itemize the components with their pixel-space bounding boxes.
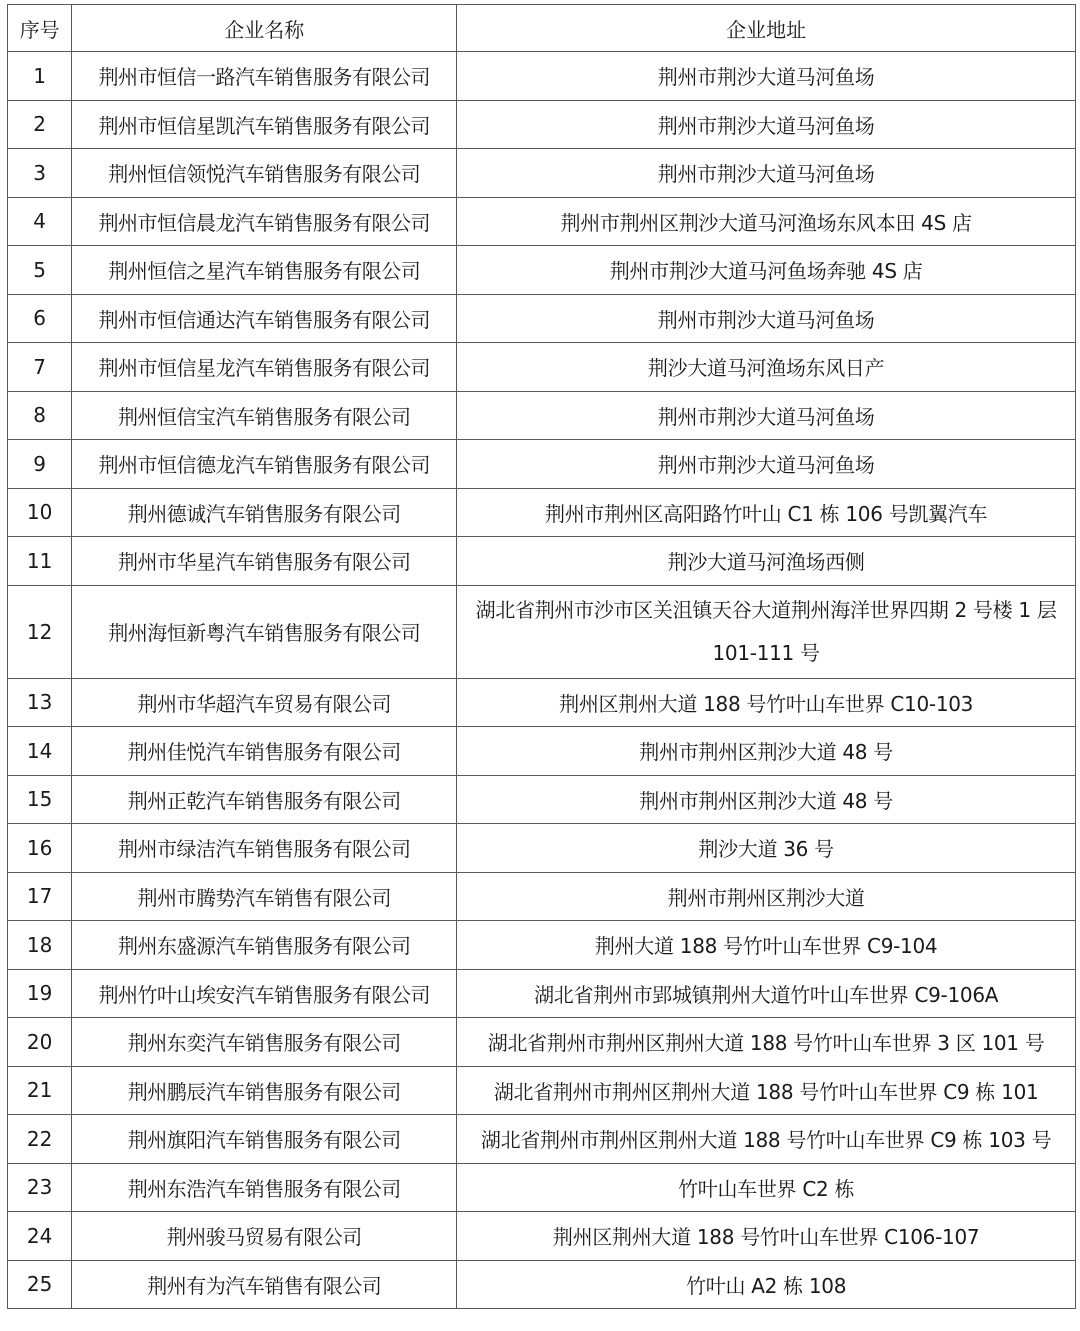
company-name: 荆州市绿洁汽车销售服务有限公司 <box>72 824 457 873</box>
company-address: 荆沙大道马河渔场东风日产 <box>457 343 1076 392</box>
company-name: 荆州佳悦汽车销售服务有限公司 <box>72 727 457 776</box>
table-row <box>8 1212 1076 1261</box>
header-company-name: 企业名称 <box>72 5 457 52</box>
row-index: 4 <box>8 197 72 246</box>
row-index: 1 <box>8 52 72 101</box>
table-row <box>8 537 1076 586</box>
row-index: 25 <box>8 1260 72 1309</box>
company-address: 荆州市荆州区荆沙大道马河渔场东风本田 4S 店 <box>457 197 1076 246</box>
table-header-row <box>8 5 1076 52</box>
table-row <box>8 775 1076 824</box>
company-name: 荆州骏马贸易有限公司 <box>72 1212 457 1261</box>
company-name: 荆州市恒信德龙汽车销售服务有限公司 <box>72 440 457 489</box>
table-row <box>8 872 1076 921</box>
company-address: 荆州市荆州区荆沙大道 48 号 <box>457 775 1076 824</box>
row-index: 20 <box>8 1018 72 1067</box>
row-index: 18 <box>8 921 72 970</box>
company-name: 荆州市腾势汽车销售有限公司 <box>72 872 457 921</box>
row-index: 19 <box>8 969 72 1018</box>
company-name: 荆州恒信领悦汽车销售服务有限公司 <box>72 149 457 198</box>
row-index: 14 <box>8 727 72 776</box>
company-address: 荆州市荆沙大道马河鱼场 <box>457 391 1076 440</box>
row-index: 9 <box>8 440 72 489</box>
company-name: 荆州正乾汽车销售服务有限公司 <box>72 775 457 824</box>
company-address: 湖北省荆州市沙市区关沮镇天谷大道荆州海洋世界四期 2 号楼 1 层 101-111 号 <box>457 585 1076 678</box>
row-index: 7 <box>8 343 72 392</box>
table-row <box>8 294 1076 343</box>
table-row <box>8 678 1076 727</box>
row-index: 2 <box>8 100 72 149</box>
table-row <box>8 921 1076 970</box>
table-row <box>8 149 1076 198</box>
company-name: 荆州东盛源汽车销售服务有限公司 <box>72 921 457 970</box>
company-address: 荆州市荆沙大道马河鱼场奔驰 4S 店 <box>457 246 1076 295</box>
table-row <box>8 52 1076 101</box>
table-row <box>8 1163 1076 1212</box>
table-row <box>8 343 1076 392</box>
row-index: 6 <box>8 294 72 343</box>
company-name: 荆州市华超汽车贸易有限公司 <box>72 678 457 727</box>
company-address: 荆州区荆州大道 188 号竹叶山车世界 C106-107 <box>457 1212 1076 1261</box>
table-row <box>8 969 1076 1018</box>
row-index: 12 <box>8 585 72 678</box>
company-address: 竹叶山 A2 栋 108 <box>457 1260 1076 1309</box>
company-name: 荆州德诚汽车销售服务有限公司 <box>72 488 457 537</box>
row-index: 15 <box>8 775 72 824</box>
table-row <box>8 727 1076 776</box>
table-row <box>8 197 1076 246</box>
row-index: 22 <box>8 1115 72 1164</box>
company-address: 湖北省荆州市荆州区荆州大道 188 号竹叶山车世界 C9 栋 103 号 <box>457 1115 1076 1164</box>
table-row <box>8 1066 1076 1115</box>
row-index: 3 <box>8 149 72 198</box>
company-name: 荆州市恒信星凯汽车销售服务有限公司 <box>72 100 457 149</box>
table-row <box>8 246 1076 295</box>
company-name: 荆州旗阳汽车销售服务有限公司 <box>72 1115 457 1164</box>
table-row <box>8 100 1076 149</box>
header-company-address: 企业地址 <box>457 5 1076 52</box>
company-name: 荆州市华星汽车销售服务有限公司 <box>72 537 457 586</box>
company-name: 荆州市恒信一路汽车销售服务有限公司 <box>72 52 457 101</box>
row-index: 8 <box>8 391 72 440</box>
company-name: 荆州竹叶山埃安汽车销售服务有限公司 <box>72 969 457 1018</box>
row-index: 23 <box>8 1163 72 1212</box>
company-address: 荆州市荆州区荆沙大道 <box>457 872 1076 921</box>
row-index: 10 <box>8 488 72 537</box>
table-row <box>8 1260 1076 1309</box>
company-address: 竹叶山车世界 C2 栋 <box>457 1163 1076 1212</box>
company-address: 荆沙大道马河渔场西侧 <box>457 537 1076 586</box>
company-address: 荆州市荆州区高阳路竹叶山 C1 栋 106 号凯翼汽车 <box>457 488 1076 537</box>
row-index: 13 <box>8 678 72 727</box>
row-index: 16 <box>8 824 72 873</box>
company-address: 湖北省荆州市郢城镇荆州大道竹叶山车世界 C9-106A <box>457 969 1076 1018</box>
company-address: 荆州市荆沙大道马河鱼场 <box>457 52 1076 101</box>
table-row <box>8 488 1076 537</box>
row-index: 24 <box>8 1212 72 1261</box>
row-index: 11 <box>8 537 72 586</box>
company-name: 荆州鹏辰汽车销售服务有限公司 <box>72 1066 457 1115</box>
table-row <box>8 1018 1076 1067</box>
company-name: 荆州市恒信星龙汽车销售服务有限公司 <box>72 343 457 392</box>
company-address: 荆州市荆沙大道马河鱼场 <box>457 440 1076 489</box>
company-address: 荆州市荆沙大道马河鱼场 <box>457 100 1076 149</box>
company-address: 荆州市荆沙大道马河鱼场 <box>457 294 1076 343</box>
company-name: 荆州海恒新粤汽车销售服务有限公司 <box>72 585 457 678</box>
company-name: 荆州市恒信晨龙汽车销售服务有限公司 <box>72 197 457 246</box>
row-index: 21 <box>8 1066 72 1115</box>
company-address: 荆州市荆州区荆沙大道 48 号 <box>457 727 1076 776</box>
company-name: 荆州恒信之星汽车销售服务有限公司 <box>72 246 457 295</box>
company-name: 荆州东奕汽车销售服务有限公司 <box>72 1018 457 1067</box>
company-address: 荆州市荆沙大道马河鱼场 <box>457 149 1076 198</box>
company-address: 湖北省荆州市荆州区荆州大道 188 号竹叶山车世界 3 区 101 号 <box>457 1018 1076 1067</box>
company-name: 荆州市恒信通达汽车销售服务有限公司 <box>72 294 457 343</box>
row-index: 5 <box>8 246 72 295</box>
table-row <box>8 585 1076 678</box>
table-row <box>8 440 1076 489</box>
company-address: 荆沙大道 36 号 <box>457 824 1076 873</box>
company-name: 荆州恒信宝汽车销售服务有限公司 <box>72 391 457 440</box>
company-name: 荆州有为汽车销售有限公司 <box>72 1260 457 1309</box>
header-index: 序号 <box>8 5 72 52</box>
company-name: 荆州东浩汽车销售服务有限公司 <box>72 1163 457 1212</box>
dealer-table <box>7 4 1076 1309</box>
table-row <box>8 1115 1076 1164</box>
company-address: 湖北省荆州市荆州区荆州大道 188 号竹叶山车世界 C9 栋 101 <box>457 1066 1076 1115</box>
row-index: 17 <box>8 872 72 921</box>
table-row <box>8 391 1076 440</box>
company-address: 荆州大道 188 号竹叶山车世界 C9-104 <box>457 921 1076 970</box>
table-row <box>8 824 1076 873</box>
company-address: 荆州区荆州大道 188 号竹叶山车世界 C10-103 <box>457 678 1076 727</box>
